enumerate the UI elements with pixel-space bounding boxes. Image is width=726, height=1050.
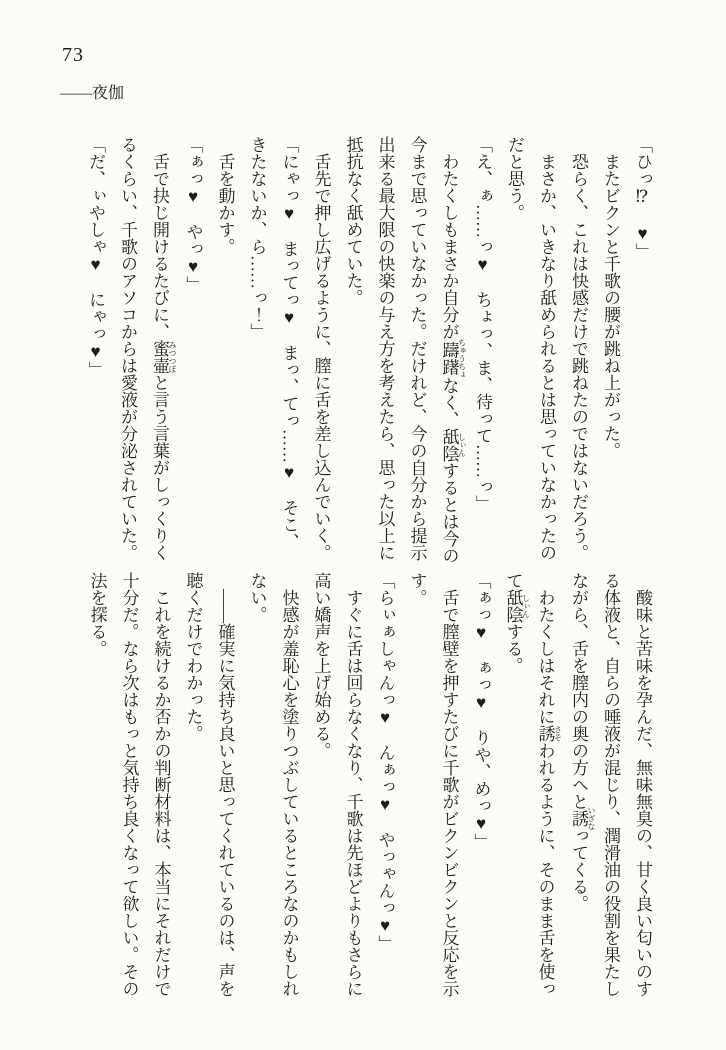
paragraph: まさか、いきなり舐められるとは思っていなかったのだと思う。 [505,136,556,561]
ruby-annotated-word: 誘 いざな [569,806,596,831]
paragraph: 舌先で押し広げるように、膣に舌を差し込んでいく。 [311,153,331,561]
paragraph: 「え、ぁ……っ♥ ちょっ、ま、待って……っ」 [473,136,492,512]
paragraph: 「ぁっ♥ やっ♥」 [183,136,203,293]
ruby-annotated-word: 躊躇 ちゅうちょ [439,338,467,379]
paragraph: 舌で膣壁を押すたびに千歌がビクンビクンと反応を示す。 [407,572,459,997]
ruby-annotated-word: 誘 さそ [535,725,563,742]
ruby-annotated-word: 舐陰 しぃん [439,428,467,462]
paragraph: 「ぁっ♥ ぁっ♥ りや、めっ♥」 [471,572,491,850]
ruby-annotated-word: 蜜壷 みつつぼ [150,340,177,374]
paragraph: 「ひっ⁉ ♥」 [633,136,652,260]
page-number: 73 [62,44,84,66]
text-block-lower [81,572,659,1000]
paragraph: 恐らく、これは快感だけで跳ねたのではないだろう。 [569,153,588,561]
paragraph: 「だ、ぃやしゃ♥ にゃっ♥」 [86,136,105,378]
text-block-upper [79,136,658,564]
running-header: ――夜伽 [60,85,125,102]
paragraph: 舌を動かす。 [215,153,235,255]
paragraph: 酸味と苦味を孕んだ、無味無臭の、甘く良い匂いのする体液と、自らの唾液が混じり、潤滑油の役割を果たしながら、舌を膣内の奥の方へと誘 いざなってくる。 [569,572,652,997]
paragraph: これを続けるか否かの判断材料は、本当にそれだけで十分だ。なら次はもっと気持ち良くなって欲しい。その法を探る。 [87,572,171,997]
paragraph: 快感が羞恥心を塗りつぶしているところなのかもしれない。 [247,572,299,997]
paragraph: 「らぃぁしゃんっ♥ んぁっ♥ やっゃんっ♥」 [375,572,395,952]
paragraph: ――確実に気持ち良いと思ってくれているのは、声を聴くだけでわかった。 [183,572,235,997]
paragraph: またビクンと千歌の腰が跳ね上がった。 [601,153,620,459]
paragraph: すぐに舌は回らなくなり、千歌は先ほどよりもさらに高い嬌声を上げ始める。 [311,572,363,997]
paragraph: 「にゃっ♥ まってっ♥ まっ、てっ……♥ そこ、きたないか、ら……っ！」 [247,136,299,550]
paragraph: 舌で抉じ開けるたびに、蜜壷 みつつぼと言う言葉がしっくりくるくらい、千歌のアソコからは愛液が分泌されていた。 [118,136,177,561]
paragraph: わたくしもまさか自分が躊躇 ちゅうちょなく、舐陰 しぃんするとは今の今まで思っていなかった。だけれど、今の自分から提示出来る最大限の快楽の与え方を考えたら、思った以上に抵抗なく舐めていた。 [343,136,467,564]
paragraph: わたくしはそれに誘 さそわれるように、そのまま舌を使って舐陰 しぃんする。 [503,572,563,997]
ruby-annotated-word: 舐陰 しぃん [503,589,531,623]
